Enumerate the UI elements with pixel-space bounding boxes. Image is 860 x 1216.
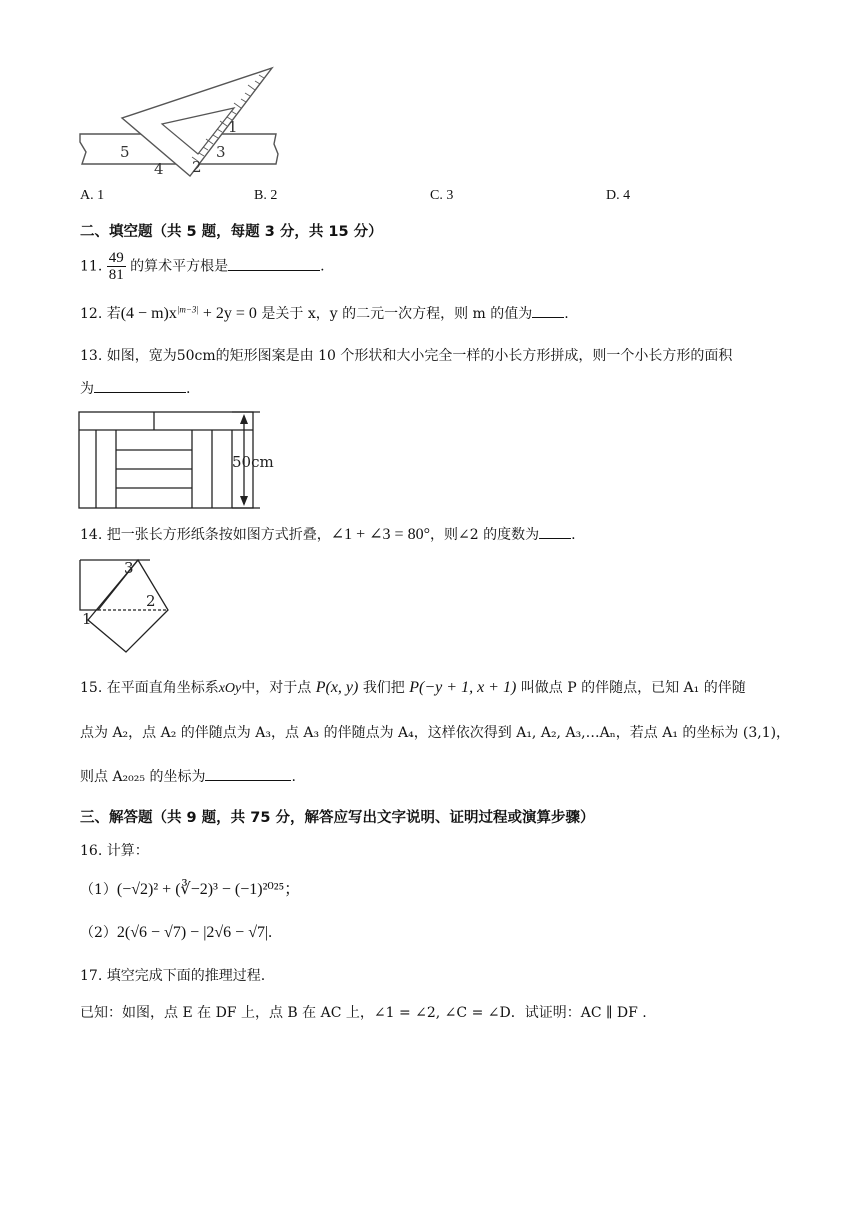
q13-line1 xyxy=(80,345,732,365)
q15-number: 15. xyxy=(80,680,103,696)
q17-number: 17. xyxy=(80,968,103,984)
q13-line2 xyxy=(80,378,190,398)
q14-expr: ∠1 + ∠3 = 80° xyxy=(330,526,430,543)
option-d: D. 4 xyxy=(606,188,631,203)
q11-frac-num: 49 xyxy=(108,250,124,266)
q15-pre: 则点 A₂₀₂₅ 的坐标为 xyxy=(80,769,206,785)
q13-text1: 如图，宽为50cm的矩形图案是由 10 个形状和大小完全一样的小长方形拼成，则一个小长方形的面积 xyxy=(106,348,733,364)
section2-heading: 二、填空题（共 5 题，每题 3 分，共 15 分） xyxy=(80,224,383,240)
q10-label-4: 4 xyxy=(154,160,164,178)
q14-end: . xyxy=(571,527,576,543)
q11-text: 的算术平方根是 xyxy=(130,258,229,275)
q11 xyxy=(80,250,325,283)
q15-line1 xyxy=(80,677,746,697)
q17-title xyxy=(80,965,265,985)
q12-expr: (4 − m)x xyxy=(120,305,177,322)
q16-p1-expr: (−√2)² + (∛−2)³ − (−1)²⁰²⁵； xyxy=(116,881,301,898)
q14-label-3: 3 xyxy=(124,559,134,577)
q11-fraction xyxy=(107,250,126,283)
q14-figure xyxy=(78,556,178,656)
q11-frac-den: 81 xyxy=(108,267,124,283)
q15-end: . xyxy=(291,769,296,785)
q14-label-2: 2 xyxy=(146,592,156,610)
q15-blank[interactable] xyxy=(205,766,291,781)
q12-exponent: |m−3| xyxy=(176,304,199,315)
q14-blank[interactable] xyxy=(539,524,571,539)
q16-title xyxy=(80,840,149,860)
q16-part1 xyxy=(80,876,300,899)
q15-text-a: 在平面直角坐标系 xyxy=(106,680,219,696)
q11-end: . xyxy=(320,258,325,275)
q12-expr2: + 2y = 0 xyxy=(198,305,257,322)
q14-text2: ，则∠2 的度数为 xyxy=(429,527,540,543)
q16-title-text: 计算： xyxy=(106,843,149,859)
q14-text: 把一张长方形纸条按如图方式折叠， xyxy=(106,527,331,543)
q10-label-2: 2 xyxy=(192,158,202,176)
q16-part2 xyxy=(80,922,272,942)
q16-p2-label: （2） xyxy=(80,925,117,941)
q15-text-b: 中，对于点 xyxy=(241,680,312,696)
q13-figure xyxy=(78,410,278,510)
q17-given: 已知：如图，点 E 在 DF 上，点 B 在 AC 上，∠1 = ∠2, ∠C = ∠D．试证明：AC ∥ DF . xyxy=(80,1005,647,1021)
q15-text-c: 我们把 xyxy=(362,680,405,696)
q13-pre: 为 xyxy=(80,381,94,397)
q15-p2: P(−y + 1, x + 1) xyxy=(409,679,517,696)
q13-blank[interactable] xyxy=(94,378,186,393)
q10-figure xyxy=(78,64,288,180)
q11-number: 11. xyxy=(80,258,103,275)
option-c: C. 3 xyxy=(430,188,454,203)
q10-label-5: 5 xyxy=(120,143,130,161)
q10-label-1: 1 xyxy=(228,118,238,136)
q15-text-d: 叫做点 P 的伴随点，已知 A₁ 的伴随 xyxy=(520,680,746,696)
q15-line3 xyxy=(80,766,296,786)
q12-blank[interactable] xyxy=(532,303,564,318)
q15-line2: 点为 A₂，点 A₂ 的伴随点为 A₃，点 A₃ 的伴随点为 A₄，这样依次得到 A₁, A₂, A₃,…Aₙ，若点 A₁ 的坐标为 (3,1)， xyxy=(80,725,791,741)
option-b: B. 2 xyxy=(254,188,278,203)
q13-fig-label: 50cm xyxy=(232,453,274,471)
q12-text: 是关于 x，y 的二元一次方程，则 m 的值为 xyxy=(261,306,533,322)
section3-heading: 三、解答题（共 9 题，共 75 分，解答应写出文字说明、证明过程或演算步骤） xyxy=(80,810,595,826)
q14-number: 14. xyxy=(80,527,103,543)
q13-end: . xyxy=(186,381,191,397)
q12 xyxy=(80,303,569,323)
q15-p1: P(x, y) xyxy=(315,679,359,696)
option-a: A. 1 xyxy=(80,188,105,203)
q13-number: 13. xyxy=(80,348,103,364)
q16-p1-label: （1） xyxy=(80,882,117,898)
q17-title-text: 填空完成下面的推理过程. xyxy=(106,968,266,984)
q14 xyxy=(80,524,576,544)
q14-label-1: 1 xyxy=(82,610,92,628)
q15-xoy: xOy xyxy=(218,681,242,696)
q10-label-3: 3 xyxy=(216,143,226,161)
q11-blank[interactable] xyxy=(228,256,320,271)
q12-pre: 若 xyxy=(106,306,121,322)
q12-end: . xyxy=(564,306,569,322)
q16-number: 16. xyxy=(80,843,103,859)
q12-number: 12. xyxy=(80,306,103,322)
q16-p2-expr: 2(√6 − √7) − |2√6 − √7|. xyxy=(116,924,273,941)
